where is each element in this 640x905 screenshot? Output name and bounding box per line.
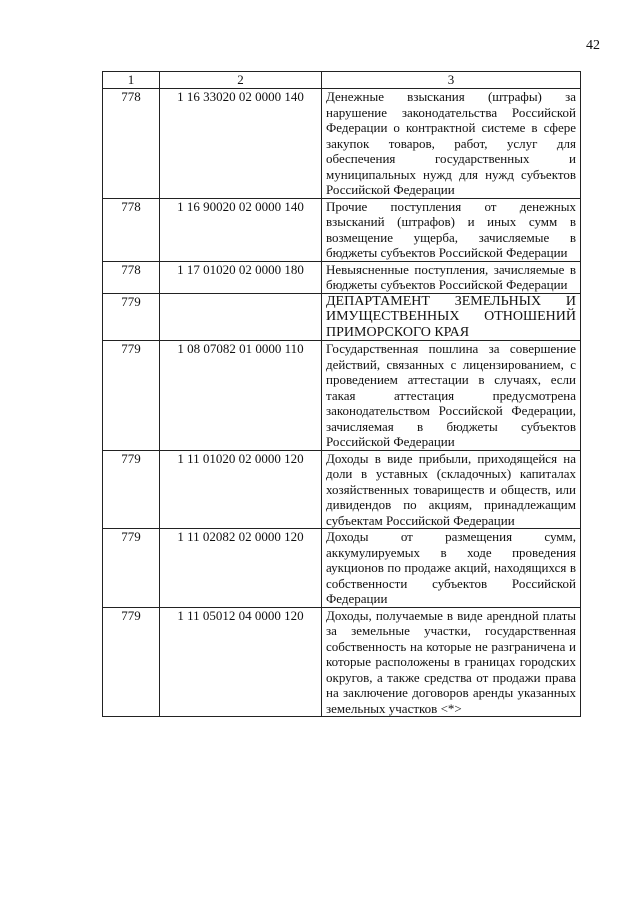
budget-code-cell: 1 08 07082 01 0000 110 <box>160 341 322 451</box>
description-cell: Денежные взыскания (штрафы) за нарушение законодательства Российской Федерации о контрактной системе в сфере закупок товаров, работ, услуг для обеспечения государственных и муниципальных нужд для нужд субъектов Российской Федерации <box>322 89 581 199</box>
table-row <box>103 261 581 293</box>
admin-code-cell: 779 <box>103 293 160 341</box>
table-row <box>103 198 581 261</box>
table-header-row <box>103 72 581 89</box>
table-row-department <box>103 293 581 341</box>
table-row <box>103 450 581 529</box>
budget-code-cell: 1 11 01020 02 0000 120 <box>160 450 322 529</box>
table-row <box>103 89 581 199</box>
budget-code-cell: 1 17 01020 02 0000 180 <box>160 261 322 293</box>
admin-code-cell: 778 <box>103 261 160 293</box>
revenue-codes-table <box>102 71 581 717</box>
admin-code-cell: 778 <box>103 89 160 199</box>
description-cell: Невыясненные поступления, зачисляемые в бюджеты субъектов Российской Федерации <box>322 261 581 293</box>
admin-code-cell: 779 <box>103 341 160 451</box>
description-cell: Доходы в виде прибыли, приходящейся на доли в уставных (складочных) капиталах хозяйственных товариществ и обществ, или дивидендов по акциям, принадлежащим субъектам Российской Федерации <box>322 450 581 529</box>
table-row <box>103 341 581 451</box>
admin-code-cell: 779 <box>103 607 160 717</box>
budget-code-cell: 1 16 90020 02 0000 140 <box>160 198 322 261</box>
department-name-cell: ДЕПАРТАМЕНТ ЗЕМЕЛЬНЫХ И ИМУЩЕСТВЕННЫХ ОТНОШЕНИЙ ПРИМОРСКОГО КРАЯ <box>322 293 581 341</box>
admin-code-cell: 779 <box>103 529 160 608</box>
column-header-1: 1 <box>103 72 160 89</box>
budget-code-cell: 1 11 05012 04 0000 120 <box>160 607 322 717</box>
budget-code-cell: 1 11 02082 02 0000 120 <box>160 529 322 608</box>
description-cell: Доходы, получаемые в виде арендной платы за земельные участки, государственная собственность на которые не разграничена и которые расположены в границах городских округов, а также средства от продажи права на заключение договоров аренды указанных земельных участков <*> <box>322 607 581 717</box>
page-number: 42 <box>586 38 600 53</box>
admin-code-cell: 779 <box>103 450 160 529</box>
budget-code-cell: 1 16 33020 02 0000 140 <box>160 89 322 199</box>
description-cell: Государственная пошлина за совершение действий, связанных с лицензированием, с проведением аттестации в случаях, если такая аттестация предусмотрена законодательством Российской Федерации, зачисляемая в бюджеты субъектов Российской Федерации <box>322 341 581 451</box>
description-cell: Доходы от размещения сумм, аккумулируемых в ходе проведения аукционов по продаже акций, находящихся в собственности субъектов Российской Федерации <box>322 529 581 608</box>
table-row <box>103 529 581 608</box>
admin-code-cell: 778 <box>103 198 160 261</box>
table-row <box>103 607 581 717</box>
column-header-2: 2 <box>160 72 322 89</box>
description-cell: Прочие поступления от денежных взысканий (штрафов) и иных сумм в возмещение ущерба, зачисляемые в бюджеты субъектов Российской Федерации <box>322 198 581 261</box>
column-header-3: 3 <box>322 72 581 89</box>
budget-code-cell <box>160 293 322 341</box>
